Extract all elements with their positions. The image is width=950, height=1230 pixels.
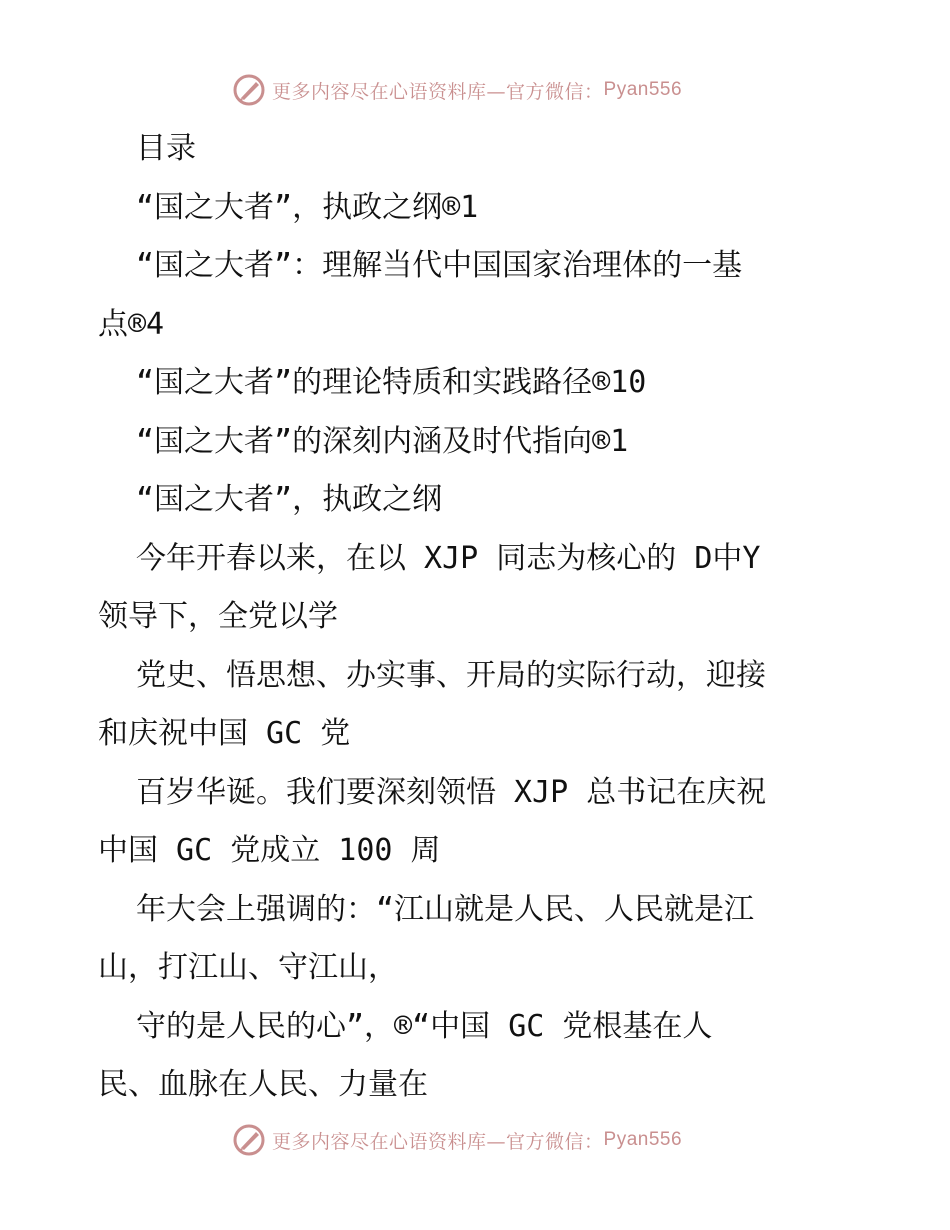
toc-heading: 目录	[136, 131, 196, 166]
section-title: “国之大者”，执政之纲	[136, 482, 443, 517]
toc-entry-continuation: 点®4	[98, 306, 165, 342]
pen-logo-icon	[232, 73, 266, 107]
paragraph-line: 今年开春以来，在以 XJP 同志为核心的 D中Y	[136, 540, 761, 576]
paragraph-line: 党史、悟思想、办实事、开局的实际行动，迎接	[136, 657, 766, 693]
toc-entry: “国之大者”：理解当代中国国家治理体的一基	[136, 248, 743, 283]
watermark-banner-bottom	[232, 1120, 712, 1160]
watermark-text: 更多内容尽在心语资料库—官方微信：	[272, 80, 604, 103]
paragraph-line: 守的是人民的心”，®“中国 GC 党根基在人	[136, 1008, 713, 1044]
paragraph-line: 山，打江山、守江山，	[98, 950, 398, 985]
paragraph-line: 年大会上强调的：“江山就是人民、人民就是江	[136, 891, 755, 927]
watermark-wechat-id: Pyan556	[603, 79, 683, 100]
paragraph-line: 百岁华诞。我们要深刻领悟 XJP 总书记在庆祝	[136, 774, 767, 810]
toc-entry: “国之大者”的理论特质和实践路径®10	[136, 365, 647, 400]
watermark-wechat-id: Pyan556	[603, 1129, 683, 1150]
document-body	[98, 120, 858, 1115]
toc-entry: “国之大者”，执政之纲®1	[136, 189, 479, 225]
paragraph-line: 领导下，全党以学	[98, 599, 338, 634]
paragraph-line: 中国 GC 党成立 100 周	[98, 833, 441, 868]
pen-logo-icon	[232, 1123, 266, 1157]
toc-entry: “国之大者”的深刻内涵及时代指向®1	[136, 423, 629, 459]
watermark-banner-top	[232, 70, 712, 110]
paragraph-line: 和庆祝中国 GC 党	[98, 716, 351, 751]
watermark-text: 更多内容尽在心语资料库—官方微信：	[272, 1130, 604, 1153]
paragraph-line: 民、血脉在人民、力量在	[98, 1067, 428, 1102]
